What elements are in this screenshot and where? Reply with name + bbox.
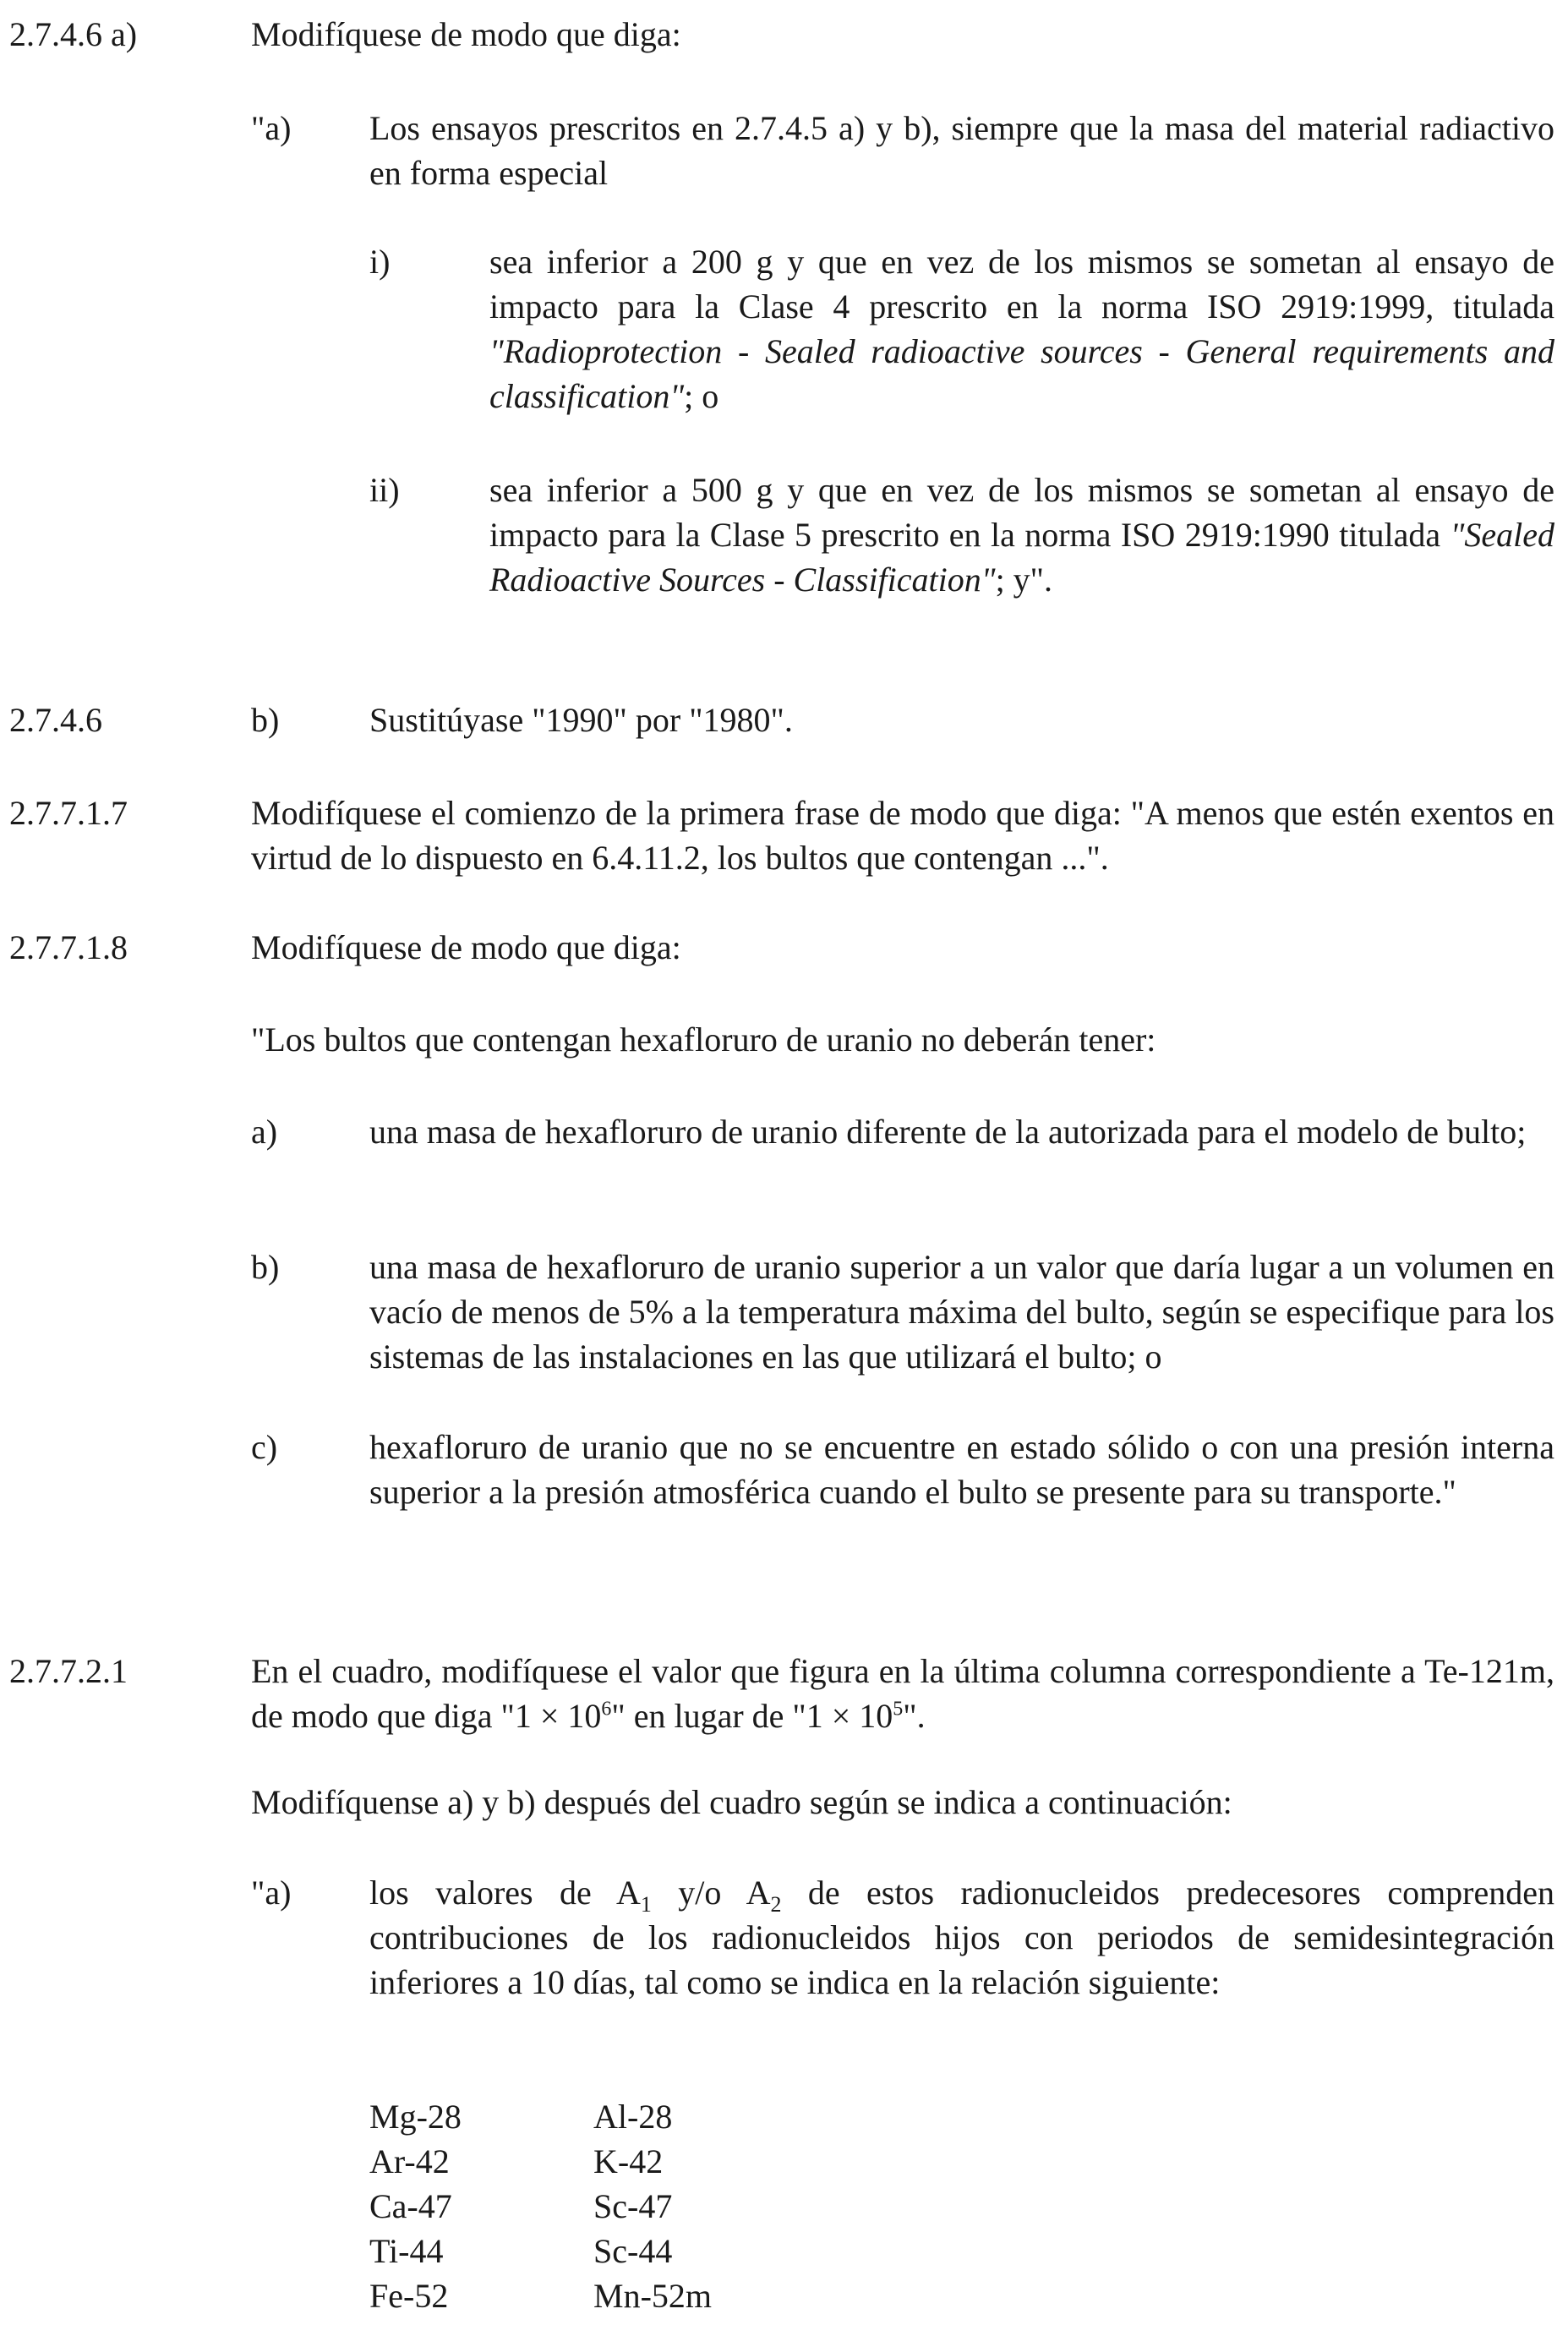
item-label: b) [251, 701, 280, 739]
subitem-text: sea inferior a 200 g y que en vez de los mismos se sometan al ensayo de impacto para la Clase 4 prescrito en la norma ISO 2919:1999, titulada "Radioprotection - Sealed radioactive sources - General requirements and classification"; o [489, 243, 1554, 415]
section-text: Sustitúyase "1990" por "1980". [369, 701, 793, 739]
item-label: "a) [251, 1874, 292, 1912]
section-quote: "Los bultos que contengan hexafloruro de uranio no deberán tener: [251, 1020, 1156, 1059]
section-text: En el cuadro, modifíquese el valor que figura en la última columna correspondiente a Te-121m, de modo que diga "$1 \times 10^6$" en lugar de "$1 \times 10^5$". [251, 1652, 1554, 1735]
item-text: hexafloruro de uranio que no se encuentre en estado sólido o con una presión interna superior a la presión atmosférica cuando el bulto se presente para su transporte." [369, 1428, 1554, 1511]
section-number: 2.7.7.1.8 [9, 928, 128, 966]
item-label: "a) [251, 109, 292, 147]
subitem-label: ii) [369, 471, 400, 509]
parent-nuclide: Ti-44 [369, 2232, 444, 2270]
item-text: una masa de hexafloruro de uranio superior a un valor que daría lugar a un volumen en vacío de menos de 5% a la temperatura máxima del bulto, según se especifique para los sistemas de las instalaciones en las que utilizará el bulto; o [369, 1248, 1554, 1376]
section-number: 2.7.7.2.1 [9, 1652, 128, 1690]
item-label: c) [251, 1428, 278, 1466]
daughter-nuclide: Sc-44 [593, 2232, 673, 2270]
parent-nuclide: Ar-42 [369, 2142, 450, 2180]
item-text: los valores de $A_1$ y/o $A_2$ de estos radionucleidos predecesores comprenden contribuciones de los radionucleidos hijos con periodos de semidesintegración inferiores a 10 días, tal como se indica en la relación siguiente: [369, 1874, 1555, 2001]
section-intro: Modifíquense a) y b) después del cuadro según se indica a continuación: [251, 1783, 1232, 1821]
daughter-nuclide: Sc-47 [593, 2187, 673, 2225]
item-text: una masa de hexafloruro de uranio diferente de la autorizada para el modelo de bulto; [369, 1113, 1527, 1151]
item-label: b) [251, 1248, 280, 1286]
daughter-nuclide: K-42 [593, 2142, 664, 2180]
section-intro: Modifíquese de modo que diga: [251, 15, 681, 53]
section-number: 2.7.4.6 [9, 701, 102, 739]
daughter-nuclide: Mn-52m [593, 2277, 712, 2315]
parent-nuclide: Fe-52 [369, 2277, 449, 2315]
daughter-nuclide: Al-28 [593, 2098, 673, 2136]
section-number: 2.7.4.6 a) [9, 15, 138, 53]
item-label: a) [251, 1113, 278, 1151]
section-intro: Modifíquese de modo que diga: [251, 928, 681, 966]
subitem-text: sea inferior a 500 g y que en vez de los mismos se sometan al ensayo de impacto para la Clase 5 prescrito en la norma ISO 2919:1990 titulada "Sealed Radioactive Sources - Classification"; y". [489, 471, 1554, 599]
section-number: 2.7.7.1.7 [9, 794, 128, 832]
section-text: Modifíquese el comienzo de la primera frase de modo que diga: "A menos que estén exentos en virtud de lo dispuesto en 6.4.11.2, los bultos que contengan ...". [251, 794, 1554, 877]
parent-nuclide: Mg-28 [369, 2098, 462, 2136]
item-text: Los ensayos prescritos en 2.7.4.5 a) y b), siempre que la masa del material radiactivo en forma especial [369, 109, 1554, 192]
parent-nuclide: Ca-47 [369, 2187, 452, 2225]
subitem-label: i) [369, 243, 391, 281]
